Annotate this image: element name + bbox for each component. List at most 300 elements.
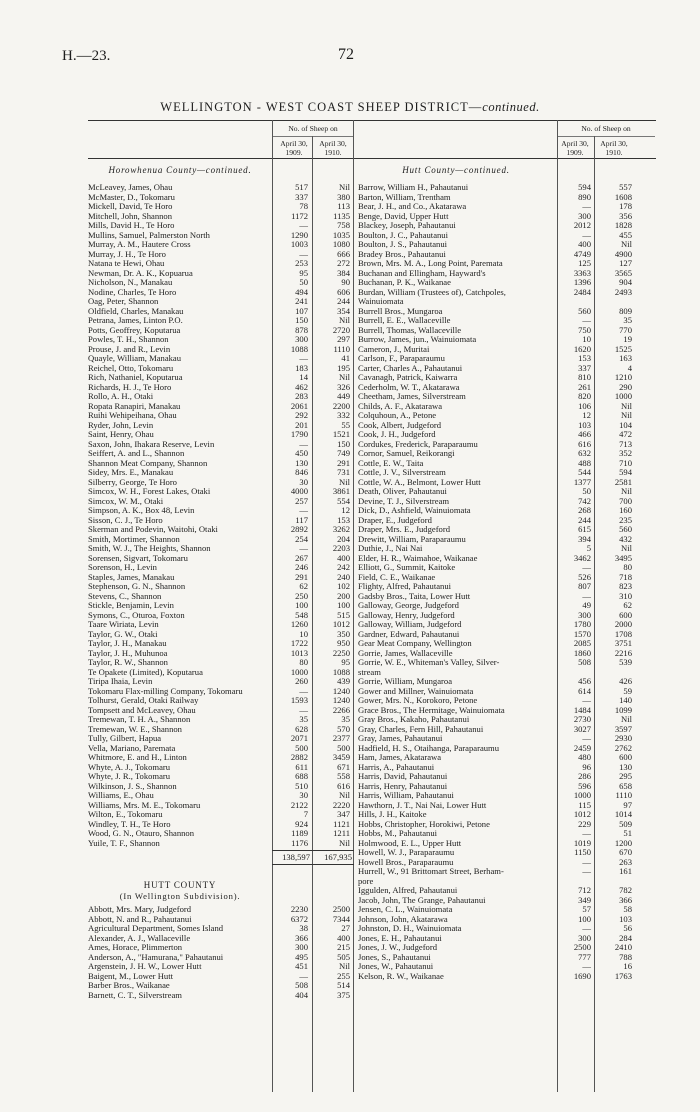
sheep-1909: 49 [582,600,591,610]
sheep-1910: 354 [337,305,350,316]
sheep-1909: 2012 [573,220,591,230]
sheep-1909: 50 [299,277,308,287]
sheep-1909: 462 [295,381,308,392]
owner-name: Gorrie, James, Wallaceville [358,648,453,658]
sheep-1909: 1150 [574,847,591,857]
table-row [358,421,636,431]
owner-name: Galloway, George, Judgeford [358,601,459,610]
table-row [88,782,354,792]
sheep-1909: — [582,866,591,876]
sheep-1910: 97 [623,799,632,810]
sheep-1910: 1240 [332,685,350,696]
sheep-1910: 1121 [333,818,350,829]
table-row [358,259,636,269]
table-row [88,288,354,298]
sheep-1909: 1003 [290,239,308,249]
owner-name: Benge, David, Upper Hutt [358,211,449,221]
table-row [358,554,636,564]
sheep-1909: 183 [295,362,308,373]
right-year2-header: April 30, 1910. [600,139,628,157]
sheep-1909: 57 [582,904,591,914]
sheep-1910: 1099 [614,704,632,715]
sheep-1910: 284 [619,932,632,943]
owner-name: Elder, H. R., Waimahoe, Waikanae [358,553,478,563]
table-row [88,696,354,706]
sheep-1909: 615 [578,524,591,534]
sheep-1910: 332 [337,410,350,420]
sheep-1910: Nil [339,961,350,971]
owner-name: Bradey Bros., Pahautanui [358,249,446,259]
sheep-1910: 616 [337,780,350,791]
owner-name: Murray, J. H., Te Horo [88,249,166,259]
table-row [88,715,354,725]
owner-name: Gray, Charles, Fern Hill, Pahautanui [358,724,484,734]
owner-name: Cederholm, W. T., Akatarawa [358,382,460,392]
table-row [88,411,354,421]
owner-name: Flighty, Alfred, Pahautanui [358,582,452,591]
owner-name: Burdan, William (Trustees of), Catchpoles, [358,287,506,297]
sheep-1909: 246 [295,562,308,572]
owner-name: Simcox, W. M., Otaki [88,496,164,506]
table-row [88,962,354,972]
sheep-1909: 2484 [573,286,591,297]
owner-name: Hobbs, M., Pahautanui [358,829,438,838]
owner-name: Field, C. E., Waikanae [358,572,436,582]
sheep-1909: 5 [586,543,591,553]
table-row [88,516,354,526]
sheep-1910: 554 [337,495,350,506]
sheep-1910: 41 [341,353,350,363]
table-row [358,535,636,545]
sheep-1909: 466 [578,429,591,439]
owner-name: Petrana, James, Linton P.O. [88,316,183,325]
table-row [358,354,636,364]
table-row [358,848,636,858]
table-row [358,468,636,478]
sheep-1910: 380 [337,191,350,202]
sheep-1910: 509 [619,818,632,829]
owner-name: Symons, C., Oturoa, Foxton [88,610,185,620]
left-total-1910: 167,935 [324,852,352,862]
table-row [358,383,636,393]
owner-name: Drewitt, William, Paraparaumu [358,534,466,544]
owner-name: Ames, Horace, Plimmerton [88,943,183,952]
owner-name: Whitmore, E. and H., Linton [88,753,187,762]
owner-name: Harris, Henry, Pahautanui [358,781,448,791]
table-row [358,962,636,972]
table-row [358,202,636,212]
sheep-1910: 3751 [614,638,632,648]
owner-name: Gorrie, W. E., Whiteman's Valley, Silver- [358,658,500,667]
sheep-1910: Nil [621,714,632,724]
sheep-1910: Nil [339,372,350,382]
owner-name: Cameron, J., Muritai [358,344,430,354]
sheep-1909: 1484 [573,704,591,715]
sheep-1910: 2203 [332,543,350,553]
owner-name: McLeavey, James, Ohau [88,183,173,192]
sheep-1909: 62 [299,581,308,591]
owner-name: Gadsby Bros., Taita, Lower Hutt [358,591,471,601]
sheep-1910: 1080 [332,239,350,249]
sheep-1910: 1828 [614,220,632,230]
owner-name: Jones, E. H., Pahautanui [358,933,442,943]
sheep-1910: 439 [337,676,350,686]
sheep-1909: — [582,961,591,971]
sheep-1910: 62 [623,600,632,610]
table-row [358,497,636,507]
sheep-1909: 349 [578,894,591,905]
sheep-1909: — [299,685,308,696]
table-row [358,307,636,317]
sheep-1909: 495 [295,951,308,962]
table-row [88,829,354,839]
sheep-1909: 106 [578,400,591,411]
sheep-1909: 103 [578,419,591,430]
table-row [358,886,636,896]
sheep-1910: 2250 [332,647,350,658]
sheep-1910: 455 [619,229,632,240]
table-row [358,639,636,649]
table-row [88,687,354,697]
sheep-1910: 1135 [333,210,350,221]
sheep-1909: 2730 [573,714,591,724]
table-row [88,725,354,735]
table-row [358,611,636,621]
owner-name: Iggulden, Alfred, Pahautanui [358,886,458,895]
sheep-1910: 161 [619,866,632,876]
owner-name: Jacob, John, The Grange, Pahautanui [358,895,486,905]
sheep-1909: — [582,315,591,325]
owner-name: Johnston, D. H., Wainuiomata [358,924,462,933]
table-row [358,687,636,697]
table-row [88,706,354,716]
owner-name: Barber Bros., Waikanae [88,981,170,990]
table-row [358,924,636,934]
sheep-1909: 260 [295,676,308,686]
table-row [358,582,636,592]
owner-name: Harris, David, Pahautanui [358,772,448,781]
sheep-1909: — [582,923,591,933]
owner-name: Oldfield, Charles, Manakau [88,306,184,316]
sheep-1910: 1012 [332,619,350,629]
owner-name: Stephenson, G. N., Shannon [88,582,186,591]
sheep-1910: 1088 [332,666,350,677]
table-row [358,345,636,355]
table-row [358,250,636,260]
table-row [358,364,636,374]
sheep-1909: 810 [578,372,591,382]
sheep-1910: 127 [619,258,632,268]
table-row [358,544,636,554]
sheep-1909: 1722 [290,638,308,648]
sheep-1909: 125 [578,258,591,268]
owner-name: Seiffert, A. and L., Shannon [88,449,185,458]
sheep-1910: Nil [339,476,350,487]
table-row [358,772,636,782]
sheep-1909: 712 [578,885,591,895]
table-row [88,630,354,640]
owner-name: Ham, James, Akatarawa [358,753,442,762]
table-row [358,668,636,678]
owner-name: Mullins, Samuel, Palmerston North [88,230,210,240]
owner-name: Rich, Nathaniel, Koputarua [88,373,183,382]
table-row [358,829,636,839]
table-row [88,269,354,279]
left-total-rule-bottom [272,864,354,865]
owner-name: Alexander, A. J., Wallaceville [88,933,191,943]
table-row [88,468,354,478]
owner-name: Kelson, R. W., Waikanae [358,971,444,981]
sheep-1909: 267 [295,552,308,563]
owner-name: Burrell, Thomas, Wallaceville [358,325,462,335]
owner-name: Johnson, John, Akatarawa [358,914,448,924]
owner-name: Dick, D., Ashfield, Wainuiomata [358,506,471,515]
table-row [88,459,354,469]
table-row [358,430,636,440]
table-row [88,763,354,773]
sheep-1910: 788 [619,951,632,962]
sheep-1910: 375 [337,989,350,1000]
owner-name: Argenstein, J. H. W., Lower Hutt [88,962,202,971]
owner-name: Childs, A. F., Akatarawa [358,401,443,411]
sheep-1909: 250 [295,590,308,601]
owner-name: Gower, Mrs. N., Korokoro, Petone [358,696,478,705]
sheep-1909: 404 [295,989,308,1000]
sheep-1909: 1012 [573,809,591,819]
table-row [88,250,354,260]
owner-name: Jones, W., Pahautanui [358,962,434,971]
sheep-1909: — [299,220,308,230]
sheep-1910: 242 [337,562,350,572]
owner-name: Agricultural Department, Somes Island [88,924,224,933]
sheep-1910: 35 [623,315,632,325]
owner-name: Sorensen, Sigvart, Tokomaru [88,553,188,563]
table-row [88,658,354,668]
sheep-1909: — [582,695,591,705]
sheep-1909: 494 [295,286,308,297]
sheep-1910: 95 [341,657,350,667]
sheep-1910: 3597 [614,723,632,734]
table-row [358,953,636,963]
sheep-1909: 2085 [573,638,591,648]
sheep-1910: 356 [619,210,632,221]
sheep-1910: 178 [619,201,632,211]
table-row [88,421,354,431]
sheep-1909: 2122 [290,799,308,810]
table-row [88,535,354,545]
table-row [88,839,354,849]
sheep-1909: 2892 [290,524,308,534]
sheep-1909: 596 [578,780,591,791]
owner-name: Colquhoun, A., Petone [358,411,437,420]
table-row [88,649,354,659]
owner-name: Baigent, M., Lower Hutt [88,971,173,981]
sheep-1909: 12 [582,410,591,420]
sheep-1909: 2882 [290,752,308,762]
table-row [88,924,354,934]
sheep-1910: 570 [337,723,350,734]
sheep-1910: 366 [619,894,632,905]
table-row [358,592,636,602]
sheep-1910: 731 [337,467,350,477]
table-row [358,867,636,877]
sheep-1909: 366 [295,932,308,943]
sheep-1909: 2230 [290,904,308,914]
sheep-1909: — [582,733,591,743]
table-row [88,934,354,944]
owner-name: Murray, A. M., Hautere Cross [88,240,191,249]
sheep-1910: 347 [337,809,350,819]
table-row [88,820,354,830]
owner-name: Sorenson, H., Levin [88,563,157,572]
sheep-1910: 594 [619,467,632,477]
sheep-1910: 1210 [614,372,632,382]
sheep-1909: 807 [578,581,591,591]
sheep-1909: — [299,543,308,553]
sheep-1910: 4900 [614,248,632,259]
sheep-1910: 130 [619,761,632,772]
title-text: WELLINGTON - WEST COAST SHEEP DISTRICT— [160,100,483,114]
table-row [358,240,636,250]
owner-name: Boulton, J. C., Pahautanui [358,230,448,240]
sheep-1909: 1176 [291,837,308,848]
sheep-1909: 10 [582,334,591,344]
sheep-1910: 200 [337,590,350,601]
sheep-1910: 16 [623,961,632,971]
table-row [88,582,354,592]
owner-name: Howell, W. J., Paraparaumu [358,848,455,857]
sheep-1910: 749 [337,448,350,458]
sheep-1909: 261 [578,381,591,392]
owner-name: Devine, T. J., Silverstream [358,496,450,506]
sheep-1909: 594 [578,182,591,192]
sheep-1909: — [582,229,591,240]
sheep-1910: 658 [619,780,632,791]
owner-name: Anderson, A., "Hamurana," Pahautanui [88,952,224,962]
owner-name: Simcox, W. H., Forest Lakes, Otaki [88,487,211,496]
left-total-rule [272,850,354,851]
sheep-1909: 241 [295,296,308,306]
owner-name: Cottle, W. A., Belmont, Lower Hutt [358,477,481,487]
sheep-1909: 300 [578,932,591,943]
sheep-1909: 1790 [290,429,308,439]
owner-name: Reichel, Otto, Tokomaru [88,363,174,373]
owner-name: Oag, Peter, Shannon [88,297,159,306]
sheep-1909: 268 [578,505,591,515]
sheep-1909: 96 [582,761,591,772]
table-row [88,221,354,231]
owner-name: Harris, William, Pahautanui [358,791,454,800]
owner-name: Richards, H. J., Te Horo [88,382,172,392]
owner-name: Barnett, C. T., Silverstream [88,990,182,1000]
sheep-1909: 201 [295,419,308,430]
sheep-1909: 526 [578,571,591,582]
sheep-1910: 3861 [332,486,350,496]
owner-name: Silberry, George, Te Horo [88,477,177,487]
sheep-1909: 117 [295,514,308,525]
table-row [358,478,636,488]
sheep-1909: 50 [582,486,591,496]
owner-name: Smith, W. J., The Heights, Shannon [88,544,211,553]
owner-name: Blackey, Joseph, Pahautanui [358,221,456,230]
table-row [358,620,636,630]
sheep-1910: 515 [337,609,350,620]
table-row [358,744,636,754]
sheep-1910: 80 [623,562,632,572]
table-row [88,772,354,782]
table-row [88,364,354,374]
table-row [88,905,354,915]
sheep-1910: 104 [619,419,632,430]
sheep-1909: 742 [578,495,591,506]
table-row [88,744,354,754]
owner-name: Holmwood, E. L., Upper Hutt [358,838,462,848]
sheep-1910: 1035 [332,229,350,240]
table-row [88,316,354,326]
table-row [88,611,354,621]
sheep-1910: 153 [337,514,350,525]
page-title [0,100,700,115]
sheep-1909: 1000 [573,790,591,800]
sheep-1910: 310 [619,590,632,601]
sheep-1909: 500 [295,742,308,753]
sheep-1909: 1172 [291,210,308,221]
sheep-1910: 1211 [333,828,350,838]
owner-name: Cook, J. H., Judgeford [358,430,436,439]
sheep-1909: 30 [299,476,308,487]
sheep-1909: 1860 [573,647,591,658]
owner-name: Barrow, William H., Pahautanui [358,183,469,192]
sheep-1909: 2061 [290,400,308,411]
sheep-1909: 616 [578,438,591,449]
sheep-1910: 2930 [614,733,632,743]
sheep-1910: 606 [337,286,350,297]
table-row [88,202,354,212]
table-row [358,896,636,906]
sheep-1910: Nil [339,837,350,848]
table-row [88,383,354,393]
sheep-1910: 904 [619,277,632,287]
owner-name: Mickell, David, Te Horo [88,202,173,211]
sheep-1910: 240 [337,571,350,582]
sheep-1910: 350 [337,628,350,639]
sheep-1910: 666 [337,248,350,259]
owner-name: Draper, Mrs. E., Judgeford [358,525,451,534]
sheep-1910: 140 [619,695,632,705]
owner-name: Stickle, Benjamin, Levin [88,601,174,610]
sheep-1909: 14 [299,372,308,382]
owner-name: Cheetham, James, Silverstream [358,392,466,401]
owner-name: Staples, James, Manakau [88,572,175,582]
owner-name: Hadfield, H. S., Otaihanga, Paraparaumu [358,743,500,753]
owner-name: Saint, Henry, Ohau [88,430,154,439]
sheep-1910: 326 [337,381,350,392]
table-row [88,953,354,963]
sheep-1910: 950 [337,638,350,648]
owner-name: Taylor, J. H., Muhunoa [88,648,168,658]
sheep-1909: 292 [295,410,308,420]
sheep-1909: 1377 [573,476,591,487]
owner-name: Carter, Charles A., Pahautanui [358,363,463,373]
owner-name: Vella, Mariano, Paremata [88,743,176,753]
table-row [88,554,354,564]
sheep-1909: 35 [299,714,308,724]
sheep-1909: 254 [295,533,308,544]
table-row [358,411,636,421]
table-row [88,734,354,744]
owner-name: Mills, David H., Te Horo [88,221,175,230]
sheep-1910: 1521 [332,429,350,439]
